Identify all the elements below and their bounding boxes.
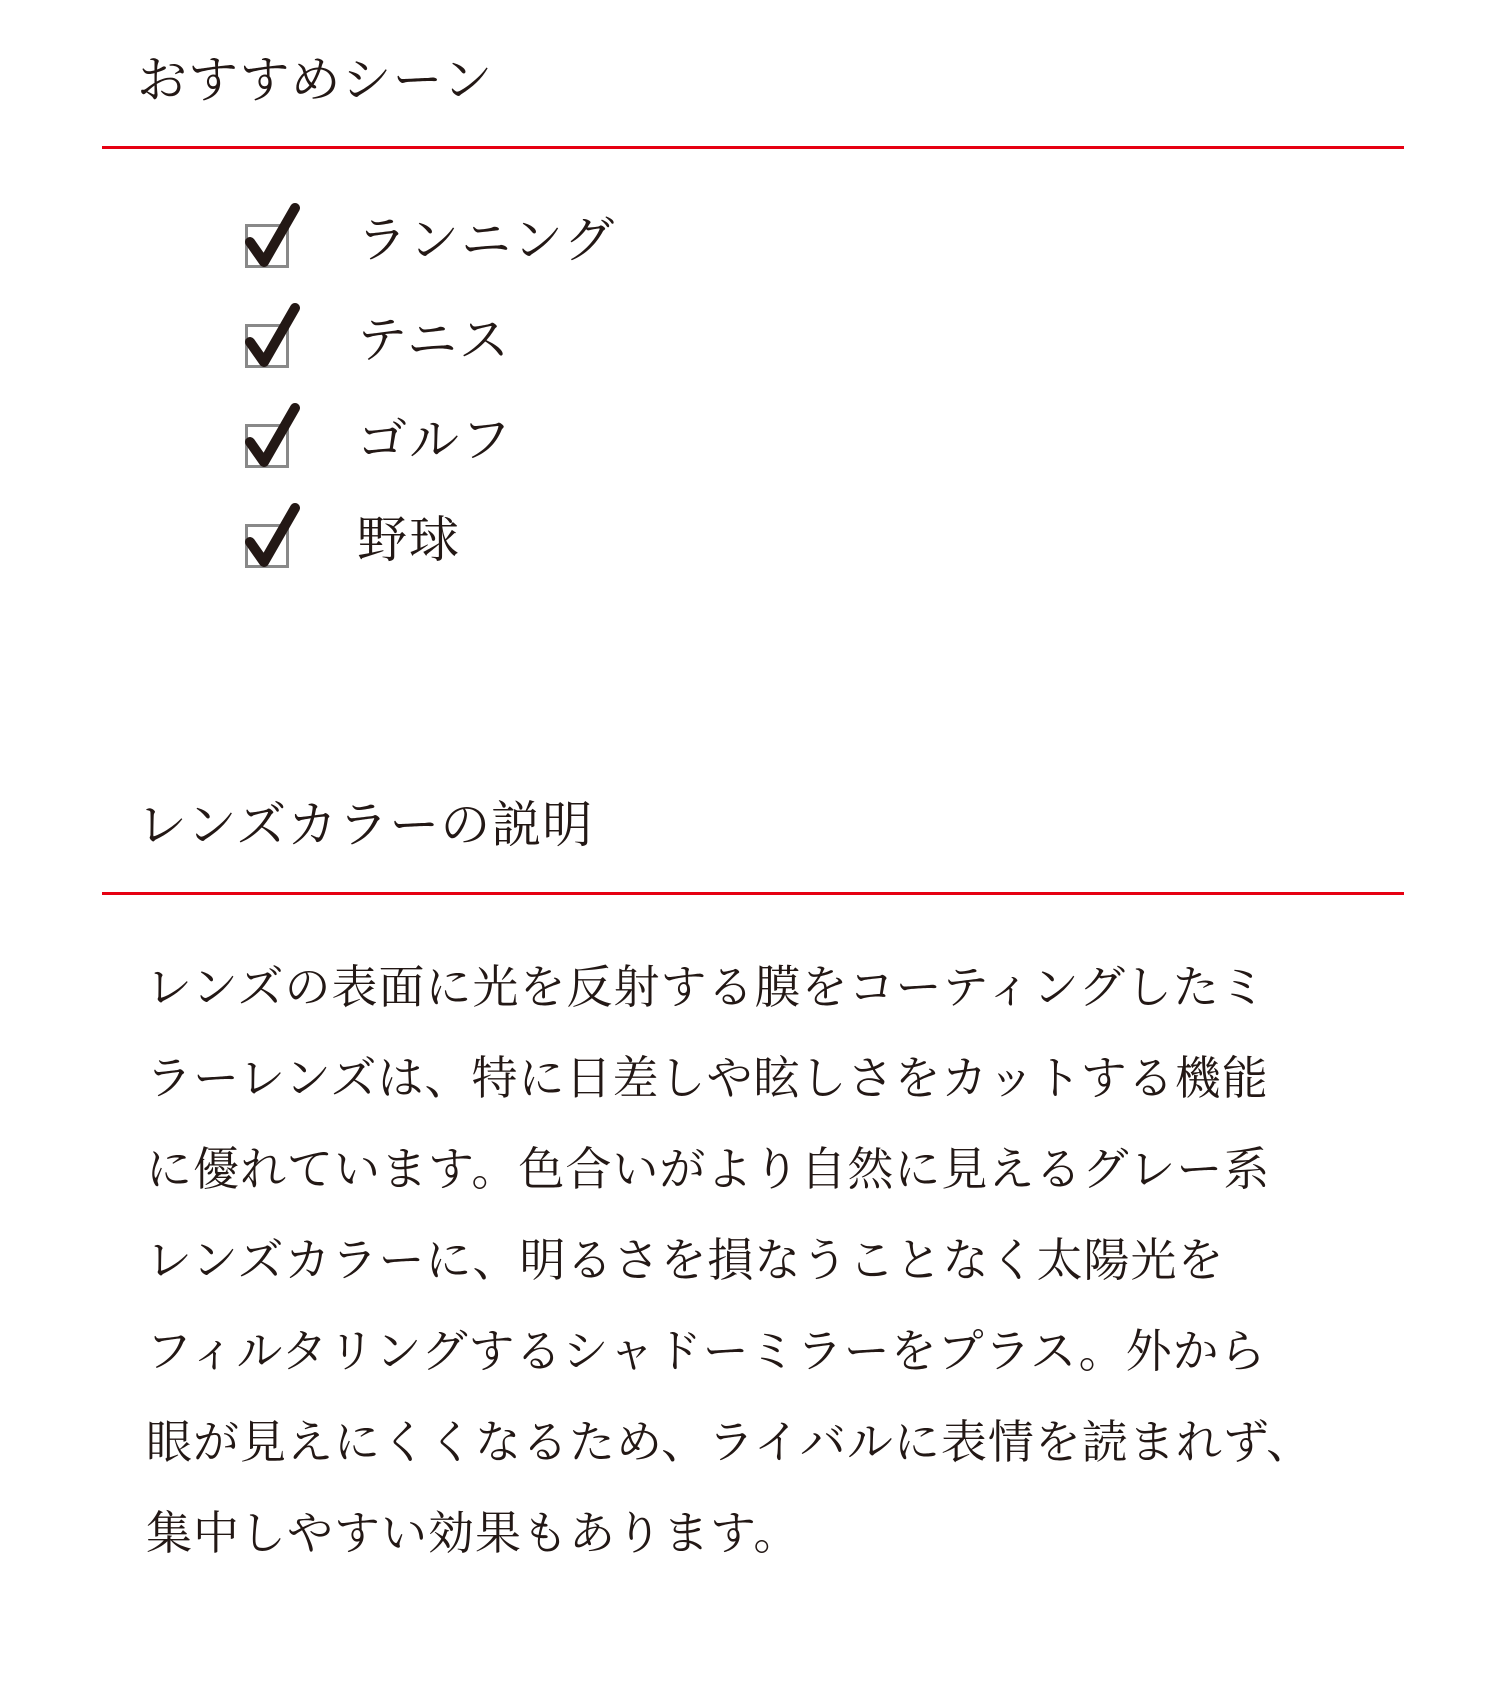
description-line: レンズカラーに、明るさを損なうことなく太陽光を [146,1233,1225,1287]
description-line: レンズの表面に光を反射する膜をコーティングしたミ [146,960,1267,1014]
lens-color-divider [102,892,1404,895]
check-icon [245,202,301,272]
lens-color-description [146,942,1376,1579]
check-icon [245,402,301,472]
check-icon [245,502,301,572]
scene-item-golf[interactable] [245,411,745,494]
scene-item-running[interactable] [245,211,745,294]
scene-label: テニス [357,311,511,369]
lens-color-title: レンズカラーの説明 [137,796,594,854]
recommended-scenes-divider [102,146,1404,149]
description-line: ラーレンズは、特に日差しや眩しさをカットする機能 [146,1051,1269,1105]
scene-label: 野球 [357,511,461,569]
scene-label: ゴルフ [357,411,513,469]
description-line: 集中しやすい効果もあります。 [146,1506,801,1560]
scene-item-tennis[interactable] [245,311,745,394]
scene-item-baseball[interactable] [245,511,745,594]
description-line: 眼が見えにくくなるため、ライバルに表情を読まれず、 [146,1415,1314,1469]
scene-label: ランニング [357,211,616,269]
description-line: に優れています。色合いがより自然に見えるグレー系 [146,1142,1271,1196]
description-line: フィルタリングするシャドーミラーをプラス。外から [146,1324,1267,1378]
check-icon [245,302,301,372]
recommended-scenes-title: おすすめシーン [137,51,494,109]
